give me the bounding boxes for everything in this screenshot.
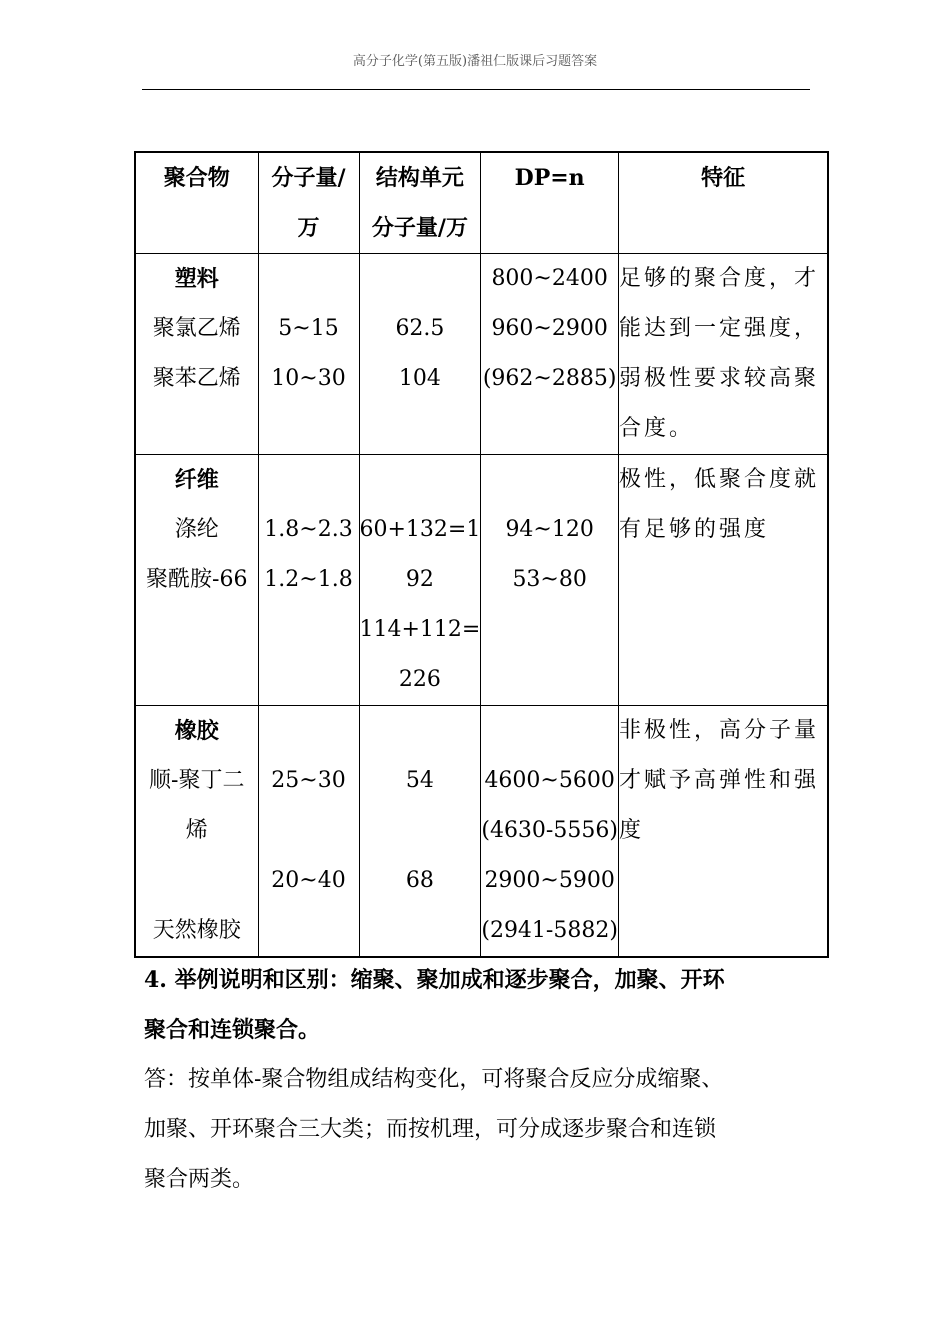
header-line: 分子量/ <box>271 165 346 191</box>
polymer-table <box>134 151 829 958</box>
cell-line <box>136 404 258 454</box>
cell-line <box>259 806 359 856</box>
cell-line: 天然橡胶 <box>152 918 241 943</box>
cell-line: 极性，低聚合度就 <box>618 467 819 492</box>
cell-line: 54 <box>405 768 434 793</box>
cell-line: 68 <box>405 868 434 893</box>
table-row-plastics <box>135 254 828 455</box>
cell-feature <box>618 254 828 455</box>
cell-line <box>360 806 481 856</box>
cell-line <box>360 254 481 304</box>
cell-line <box>259 655 359 705</box>
cell-line: 度 <box>618 818 644 843</box>
answer-line: 聚合两类。 <box>144 1167 255 1192</box>
table-row-fibers <box>135 455 828 706</box>
cell-line: 20~40 <box>271 868 346 893</box>
question-line: 4. 举例说明和区别：缩聚、聚加成和逐步聚合，加聚、开环 <box>144 967 725 993</box>
table-row-rubber <box>135 706 828 958</box>
cell-line: 顺-聚丁二 <box>149 768 245 793</box>
cell-line: 960~2900 <box>491 316 608 341</box>
header-dp <box>481 152 619 254</box>
cell-line: 弱极性要求较高聚 <box>618 366 819 391</box>
group-title: 橡胶 <box>174 718 219 744</box>
cell-line: 800~2400 <box>491 266 608 291</box>
page-header: 高分子化学(第五版)潘祖仁版课后习题答案 <box>352 54 598 69</box>
cell-line: 有足够的强度 <box>618 517 769 542</box>
cell-feature <box>618 706 828 958</box>
cell-line: 能达到一定强度， <box>618 316 819 341</box>
table-header-row <box>135 152 828 254</box>
cell-line <box>619 555 828 605</box>
cell-line: 4600~5600 <box>484 768 615 793</box>
group-title: 塑料 <box>174 266 219 292</box>
cell-line: 92 <box>405 567 434 592</box>
cell-line: 合度。 <box>618 416 694 441</box>
cell-line <box>259 254 359 304</box>
cell-line: 53~80 <box>512 567 587 592</box>
cell-line: 涤纶 <box>174 517 219 542</box>
cell-polymer <box>135 254 258 455</box>
cell-line: 10~30 <box>271 366 346 391</box>
cell-line <box>619 906 828 956</box>
header-line: 特征 <box>701 165 746 191</box>
cell-line <box>481 655 618 705</box>
header-line: 结构单元 <box>375 165 464 191</box>
cell-line: 62.5 <box>395 316 445 341</box>
cell-line <box>481 404 618 454</box>
header-line: 万 <box>297 215 320 241</box>
answer-paragraph <box>144 1055 814 1205</box>
cell-line <box>136 655 258 705</box>
cell-line: 60+132=1 <box>359 517 481 542</box>
answer-line: 加聚、开环聚合三大类；而按机理，可分成逐步聚合和连锁 <box>144 1117 717 1142</box>
header-feature <box>618 152 828 254</box>
cell-line <box>259 605 359 655</box>
cell-line <box>259 455 359 505</box>
cell-unit-weight <box>359 455 481 706</box>
cell-molecular-weight <box>258 706 359 958</box>
cell-unit-weight <box>359 254 481 455</box>
cell-line <box>259 706 359 756</box>
cell-line: 足够的聚合度，才 <box>618 266 819 291</box>
cell-molecular-weight <box>258 254 359 455</box>
cell-line <box>360 906 481 956</box>
cell-line: 烯 <box>185 818 208 843</box>
cell-line: 非极性，高分子量 <box>618 718 819 743</box>
header-molecular-weight <box>258 152 359 254</box>
cell-line <box>136 856 258 906</box>
cell-line <box>360 706 481 756</box>
cell-line <box>136 605 258 655</box>
cell-line: 2900~5900 <box>484 868 615 893</box>
cell-line <box>481 706 618 756</box>
cell-line: 聚苯乙烯 <box>152 366 241 391</box>
cell-unit-weight <box>359 706 481 958</box>
group-title: 纤维 <box>174 467 219 493</box>
header-line: 聚合物 <box>163 165 230 191</box>
cell-line <box>360 404 481 454</box>
cell-line <box>259 404 359 454</box>
cell-line: 才赋予高弹性和强 <box>618 768 819 793</box>
cell-line: (962~2885) <box>482 366 617 391</box>
cell-line <box>360 455 481 505</box>
cell-line <box>481 605 618 655</box>
cell-feature <box>618 455 828 706</box>
cell-line: (4630-5556) <box>481 818 618 843</box>
cell-molecular-weight <box>258 455 359 706</box>
header-line: 分子量/万 <box>371 215 468 241</box>
cell-line: 114+112= <box>359 617 481 642</box>
cell-line <box>619 605 828 655</box>
cell-line: 1.2~1.8 <box>264 567 353 592</box>
cell-line: 聚氯乙烯 <box>152 316 241 341</box>
cell-line: 1.8~2.3 <box>264 517 353 542</box>
cell-line: 94~120 <box>505 517 594 542</box>
header-polymer <box>135 152 258 254</box>
cell-line: (2941-5882) <box>481 918 618 943</box>
answer-line: 答：按单体-聚合物组成结构变化，可将聚合反应分成缩聚、 <box>144 1067 724 1092</box>
cell-line <box>259 906 359 956</box>
cell-line: 聚酰胺-66 <box>146 567 248 592</box>
cell-dp <box>481 455 619 706</box>
cell-line: 226 <box>398 667 441 692</box>
cell-line: 5~15 <box>278 316 339 341</box>
header-line: DP=n <box>514 165 585 191</box>
cell-polymer <box>135 706 258 958</box>
header-unit-weight <box>359 152 481 254</box>
cell-line <box>619 856 828 906</box>
header-rule <box>142 89 810 90</box>
question-line: 聚合和连锁聚合。 <box>144 1017 321 1043</box>
cell-dp <box>481 254 619 455</box>
cell-line <box>619 655 828 705</box>
cell-polymer <box>135 455 258 706</box>
cell-line: 25~30 <box>271 768 346 793</box>
cell-dp <box>481 706 619 958</box>
cell-line: 104 <box>398 366 441 391</box>
cell-line <box>481 455 618 505</box>
question-heading <box>144 955 814 1055</box>
